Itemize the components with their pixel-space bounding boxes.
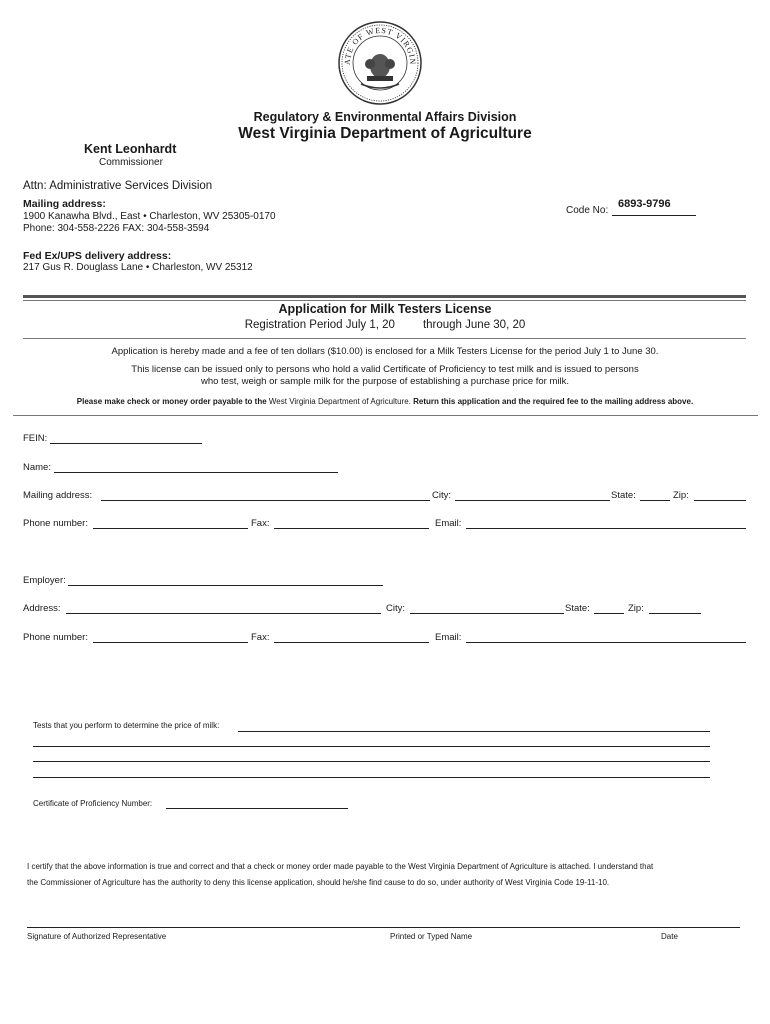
tests-field-line-1[interactable] xyxy=(238,731,710,732)
employer-zip-field[interactable] xyxy=(649,613,701,614)
cert-number-field[interactable] xyxy=(166,808,348,809)
phone-label: Phone number: xyxy=(23,518,88,529)
employer-phone-label: Phone number: xyxy=(23,632,88,643)
name-field[interactable] xyxy=(54,472,338,473)
commissioner-name: Kent Leonhardt xyxy=(84,142,177,156)
employer-field[interactable] xyxy=(68,585,383,586)
zip-field[interactable] xyxy=(694,500,746,501)
code-label: Code No: xyxy=(566,205,609,216)
mailing-address-line: 1900 Kanawha Blvd., East • Charleston, WV 25305-0170 xyxy=(23,211,276,222)
code-value: 6893-9796 xyxy=(618,198,671,210)
employer-fax-field[interactable] xyxy=(274,642,429,643)
fein-field[interactable] xyxy=(50,443,202,444)
divider-thin xyxy=(23,300,746,301)
employer-fax-label: Fax: xyxy=(251,632,270,643)
printed-name-label: Printed or Typed Name xyxy=(390,932,473,941)
employer-state-field[interactable] xyxy=(594,613,624,614)
zip-label: Zip: xyxy=(673,490,689,501)
employer-city-label: City: xyxy=(386,603,405,614)
mailing-address-field[interactable] xyxy=(101,500,430,501)
employer-city-field[interactable] xyxy=(410,613,564,614)
divider-form-top xyxy=(13,415,758,416)
name-label: Name: xyxy=(23,462,51,473)
certification-line-1: I certify that the above information is true and correct and that a check or money order made payable to the West Virginia Department of Agriculture is attached. I understand that xyxy=(27,862,654,871)
employer-zip-label: Zip: xyxy=(628,603,644,614)
tests-field-line-2[interactable] xyxy=(33,746,710,747)
fax-label: Fax: xyxy=(251,518,270,529)
payment-payee: West Virginia Department of Agriculture. xyxy=(268,397,411,406)
fee-paragraph: Application is hereby made and a fee of ten dollars ($10.00) is enclosed for a Milk Testers License for the period July 1 to June 30. xyxy=(111,346,659,357)
signature-line[interactable] xyxy=(27,927,740,928)
email-label: Email: xyxy=(435,518,462,529)
divider-thin-2 xyxy=(23,338,746,339)
state-field[interactable] xyxy=(640,500,670,501)
mailing-address-label: Mailing address: xyxy=(23,490,93,501)
cert-number-label: Certificate of Proficiency Number: xyxy=(33,799,153,808)
department-name-text: West Virginia Department of Agriculture xyxy=(238,125,532,142)
division-name: Regulatory & Environmental Affairs Division xyxy=(253,110,517,124)
seal-text: ATE OF WEST VIRGIN xyxy=(342,25,418,66)
fedex-heading: Fed Ex/UPS delivery address: xyxy=(23,250,172,262)
payment-instructions xyxy=(0,397,770,406)
employer-label: Employer: xyxy=(23,575,66,586)
commissioner-title: Commissioner xyxy=(99,157,163,168)
state-seal-icon xyxy=(337,20,423,106)
phone-field[interactable] xyxy=(93,528,248,529)
signature-label: Signature of Authorized Representative xyxy=(27,932,167,941)
phone-fax-line: Phone: 304-558-2226 FAX: 304-558-3594 xyxy=(23,223,210,234)
attn-line: Attn: Administrative Services Division xyxy=(23,180,213,192)
employer-email-field[interactable] xyxy=(466,642,746,643)
tests-field-line-4[interactable] xyxy=(33,777,710,778)
fedex-address: 217 Gus R. Douglass Lane • Charleston, WV 25312 xyxy=(23,262,253,273)
certification-statement xyxy=(27,859,747,891)
fein-label: FEIN: xyxy=(23,433,48,444)
city-field[interactable] xyxy=(455,500,610,501)
tests-field-line-3[interactable] xyxy=(33,761,710,762)
period-end: through June 30, 20 xyxy=(422,319,526,331)
eligibility-line-1: This license can be issued only to persons who hold a valid Certificate of Proficiency to test milk and is issued to persons xyxy=(131,364,639,375)
registration-period xyxy=(0,319,770,331)
period-start: Registration Period July 1, 20 xyxy=(244,319,395,331)
employer-address-label: Address: xyxy=(23,603,61,614)
state-label: State: xyxy=(611,490,636,501)
employer-phone-field[interactable] xyxy=(93,642,248,643)
department-name xyxy=(0,125,770,143)
employer-email-label: Email: xyxy=(435,632,462,643)
tests-label: Tests that you perform to determine the price of milk: xyxy=(33,721,220,730)
application-title: Application for Milk Testers License xyxy=(278,302,492,316)
city-label: City: xyxy=(432,490,451,501)
fax-field[interactable] xyxy=(274,528,429,529)
employer-address-field[interactable] xyxy=(66,613,381,614)
date-label: Date xyxy=(661,932,678,941)
certification-line-2: the Commissioner of Agriculture has the authority to deny this license application, should he/she find cause to do so, under authority of West Virginia Code 19-11-10. xyxy=(27,878,610,887)
employer-state-label: State: xyxy=(565,603,590,614)
code-underline xyxy=(612,215,696,216)
divider-thick xyxy=(23,295,746,298)
email-field[interactable] xyxy=(466,528,746,529)
mailing-heading: Mailing address: xyxy=(23,198,106,210)
eligibility-line-2: who test, weigh or sample milk for the purpose of establishing a purchase price for milk. xyxy=(200,376,570,387)
payment-bold-2: Return this application and the required fee to the mailing address above. xyxy=(413,397,694,406)
payment-bold-1: Please make check or money order payable to the xyxy=(76,397,267,406)
